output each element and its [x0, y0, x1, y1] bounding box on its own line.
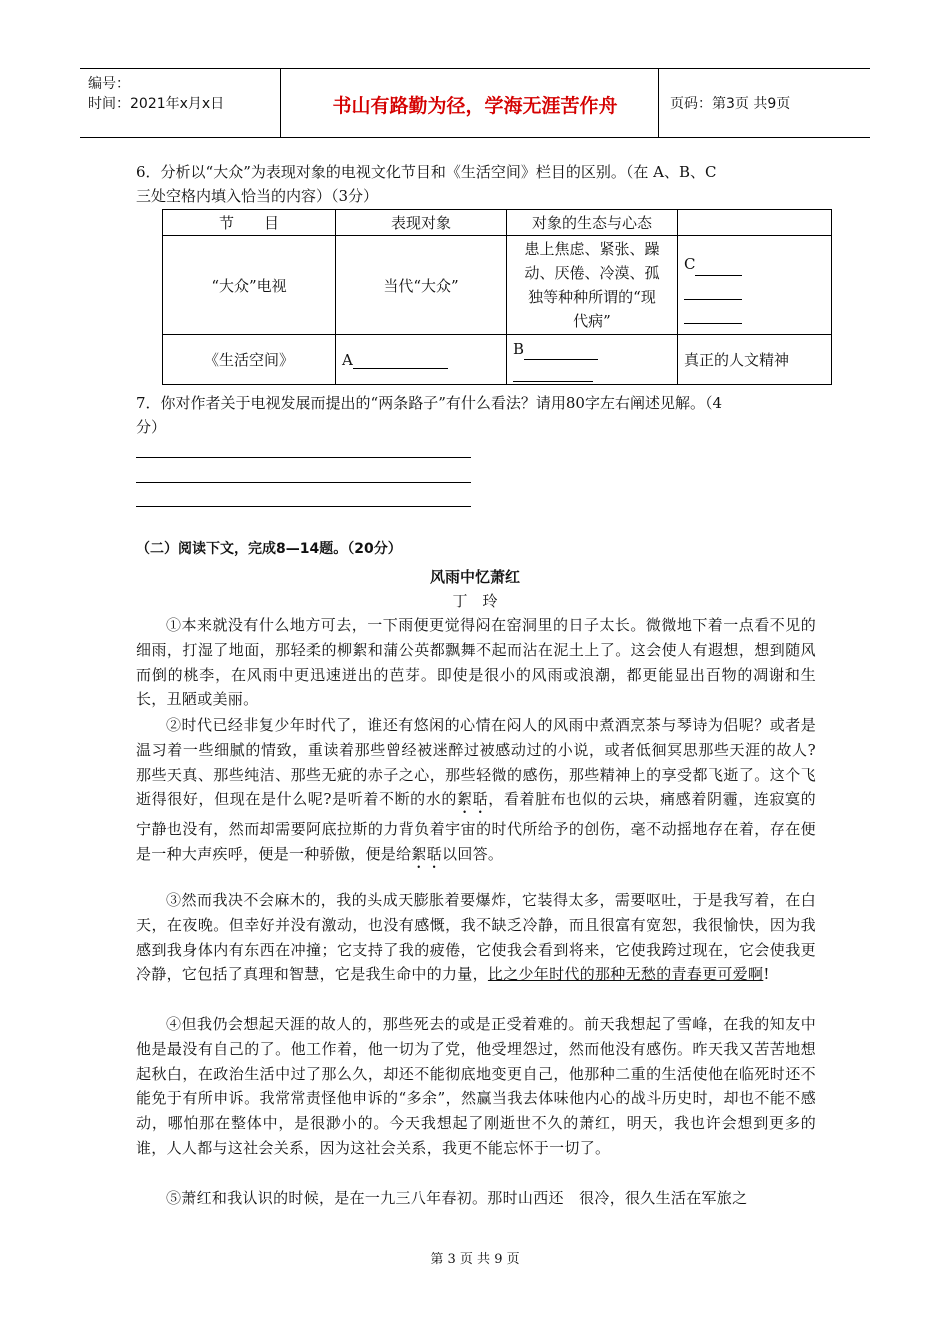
table-header-program: 节 目 — [163, 210, 336, 236]
question-7-line1: 7．你对作者关于电视发展而提出的“两条路子”有什么看法？请用80字左右阐述见解。（4 — [136, 394, 723, 412]
question-6-line2: 三处空格内填入恰当的内容）（3分） — [136, 187, 379, 205]
cell-blank-b — [507, 335, 678, 385]
header-page-number: 页码：第3页 共9页 — [670, 96, 791, 112]
paragraph-2 — [136, 713, 816, 872]
answer-line-3[interactable] — [136, 506, 471, 507]
paragraph-4: ④但我仍会想起天涯的故人的，那些死去的或是正受着难的。前天我想起了雪峰，在我的知友中他是最没有自己的了。他工作着，他一切为了党，他受埋怨过，然而他没有感伤。昨天我又苦苦地想起秋白，在政治生活中过了那么久，却还不能彻底地变更自己，他那种二重的生活使他在临死时还不能免于有所申诉。我常常责怪他申诉的“多余”，然赢当我去体味他内心的战斗历史时，却也不能不感动，哪怕那在整体中，是很渺小的。今天我想起了刚逝世不久的萧红，明天，我也许会想到更多的谁，人人都与这社会关系，因为这社会关系，我更不能忘怀于一切了。 — [136, 1015, 816, 1157]
header-divider-left — [280, 69, 281, 137]
question-7-line2: 分） — [136, 418, 167, 436]
page-footer: 第 3 页 共 9 页 — [430, 1252, 520, 1267]
emphasis-word: 絮聒 — [457, 790, 489, 809]
paragraph-3-part2: ! — [763, 965, 770, 984]
answer-blank-b-line2[interactable] — [513, 381, 593, 382]
cell-blank-a — [336, 335, 507, 385]
section-heading: （二）阅读下文，完成8—14题。（20分） — [136, 541, 402, 557]
paragraph-2-part1: ②时代已经非复少年时代了，谁还有悠闲的心情在闷人的风雨中煮酒烹茶与琴诗为侣呢？或者是温习着一些细腻的情致，重读着那些曾经被迷醉过被感动过的小说，或者低徊冥思那些天涯的故人?那些天真、那些纯洁、那些无疵的赤子之心，那些轻微的感伤，那些精神上的享受都飞逝了。这个飞逝得很好，但现在是什么呢?是听着不断的水的 — [136, 716, 816, 809]
header-motto: 书山有路勤为径，学海无涯苦作舟 — [332, 95, 618, 117]
answer-blank-a[interactable] — [353, 368, 448, 369]
page-header — [80, 68, 870, 138]
table-header-row — [163, 210, 832, 236]
state-line: 代病” — [573, 312, 611, 330]
answer-blank-c-line3[interactable] — [684, 323, 742, 324]
paragraph-2-part2: ，看着脏布也似的云块，痛感着阴霾，连寂寞的宁静也没有，然而却需要阿底拉斯的力背负着宇宙的时代所给予的创伤，毫不动摇地存在着，存在便是一种大声疾呼，便是一种骄傲，便是给 — [136, 790, 816, 864]
paragraph-1: ①本来就没有什么地方可去，一下雨便更觉得闷在窑洞里的日子太长。微微地下着一点看不见的细雨，打湿了地面，那轻柔的柳絮和蒲公英都飘舞不起而沾在泥土上了。这会使人有遐想，想到随风而倒的桃李，在风雨中更迅速迸出的芭芽。即使是很小的风雨或浪潮，都更能显出百物的凋谢和生长，丑陋或美丽。 — [136, 616, 816, 709]
cell-answer-spirit: 真正的人文精神 — [678, 335, 832, 385]
paragraph-3-part1: ③然而我决不会麻木的，我的头成天膨胀着要爆炸，它装得太多，需要呕吐，于是我写着，在白天，在夜晚。但幸好并没有激动，也没有感慨，我不缺乏冷静，而且很富有宽恕，我很愉快，因为我感到我身体内有东西在冲撞；它支持了我的疲倦，它使我会看到将来，它使我跨过现在，它会使我更冷静，它包括了真理和智慧，它是我生命中的力量， — [136, 891, 816, 984]
emphasis-word: 絮聒 — [411, 845, 443, 864]
cell-program-dazhong: “大众”电视 — [163, 236, 336, 335]
paragraph-2-part3: 以回答。 — [442, 845, 504, 864]
cell-state-dazhong — [507, 236, 678, 335]
table-header-target: 表现对象 — [336, 210, 507, 236]
paragraph-5: ⑤萧红和我认识的时候，是在一九三八年春初。那时山西还 很冷，很久生活在军旅之 — [166, 1189, 748, 1207]
state-line: 动、厌倦、冷漠、孤 — [524, 264, 660, 282]
table-header-state: 对象的生态与心态 — [507, 210, 678, 236]
header-divider-right — [658, 69, 659, 137]
paragraph-3 — [136, 888, 816, 987]
blank-b-label: B — [513, 339, 525, 358]
blank-a-label: A — [342, 350, 353, 369]
table-row — [163, 236, 832, 335]
cell-blank-c — [678, 236, 832, 335]
underlined-sentence: 比之少年时代的那种无愁的青春更可爱啊 — [487, 965, 764, 984]
state-line: 独等种种所谓的“现 — [528, 288, 656, 306]
serial-label: 编号： — [88, 76, 130, 92]
question-6-line1: 6．分析以“大众”为表现对象的电视文化节目和《生活空间》栏目的区别。（在 A、B、C — [136, 163, 717, 181]
date-label: 时间：2021年x月x日 — [88, 96, 225, 112]
table-row — [163, 335, 832, 385]
blank-c-label: C — [684, 255, 696, 273]
state-line: 患上焦虑、紧张、躁 — [524, 240, 660, 258]
comparison-table — [162, 209, 832, 385]
article-author: 丁 玲 — [452, 592, 498, 610]
table-header-empty — [678, 210, 832, 236]
cell-program-shenghuo: 《生活空间》 — [163, 335, 336, 385]
answer-line-2[interactable] — [136, 482, 471, 483]
cell-target-dazhong: 当代“大众” — [336, 236, 507, 335]
article-title: 风雨中忆萧红 — [429, 568, 520, 586]
answer-line-1[interactable] — [136, 457, 471, 458]
